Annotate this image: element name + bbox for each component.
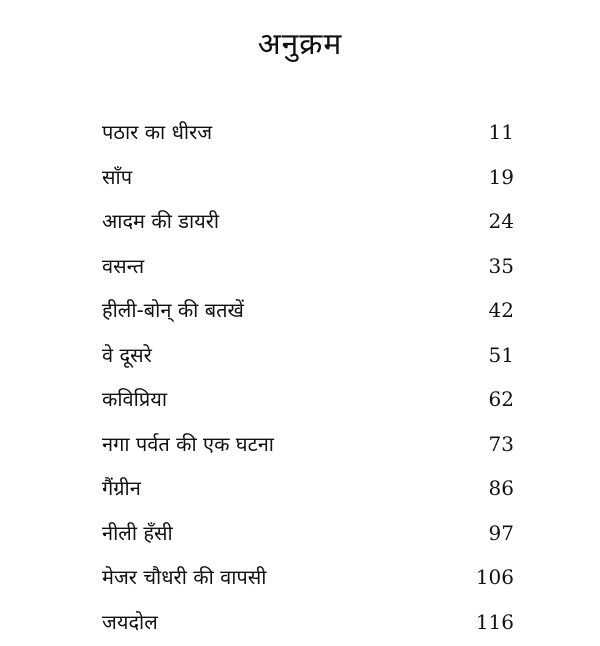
toc-entry-title: जयदोल [102,610,158,634]
toc-entry [102,337,514,373]
toc-entry-title: नीली हँसी [102,521,173,545]
toc-entry [102,515,514,551]
toc-entry-title: कविप्रिया [102,387,167,411]
toc-entry-page: 11 [488,120,514,144]
toc-entry [102,203,514,239]
toc-entry [102,559,514,595]
toc-entry [102,470,514,506]
toc-entry-page: 97 [488,521,514,545]
toc-entry-title: मेजर चौधरी की वापसी [102,565,267,589]
toc-entry [102,248,514,284]
toc-entry-page: 51 [488,343,514,367]
toc-entry-page: 24 [488,209,514,233]
toc-entry-page: 19 [488,165,514,189]
toc-entry-title: पठार का धीरज [102,120,213,144]
toc-entry-title: नगा पर्वत की एक घटना [102,432,274,456]
toc-entry-page: 35 [488,254,514,278]
toc-entry [102,114,514,150]
toc-entry-page: 42 [488,298,514,322]
toc-entry-page: 62 [488,387,514,411]
toc-entry-title: गैंग्रीन [102,476,141,500]
toc-entry-title: वे दूसरे [102,343,152,367]
toc-entry-page: 73 [488,432,514,456]
page-title: अनुक्रम [257,27,343,62]
toc-entry [102,292,514,328]
toc-entry [102,604,514,640]
toc-entry-page: 106 [475,565,514,589]
toc-entry-page: 116 [475,610,514,634]
toc-entry-title: साँप [102,165,133,189]
toc-entry-title: वसन्त [102,254,145,278]
toc-entry [102,159,514,195]
toc-entry [102,426,514,462]
toc-entry [102,381,514,417]
toc-entry-title: आदम की डायरी [102,209,220,233]
toc-entry-title: हीली-बोन् की बतखें [102,298,244,322]
toc-entry-page: 86 [488,476,514,500]
